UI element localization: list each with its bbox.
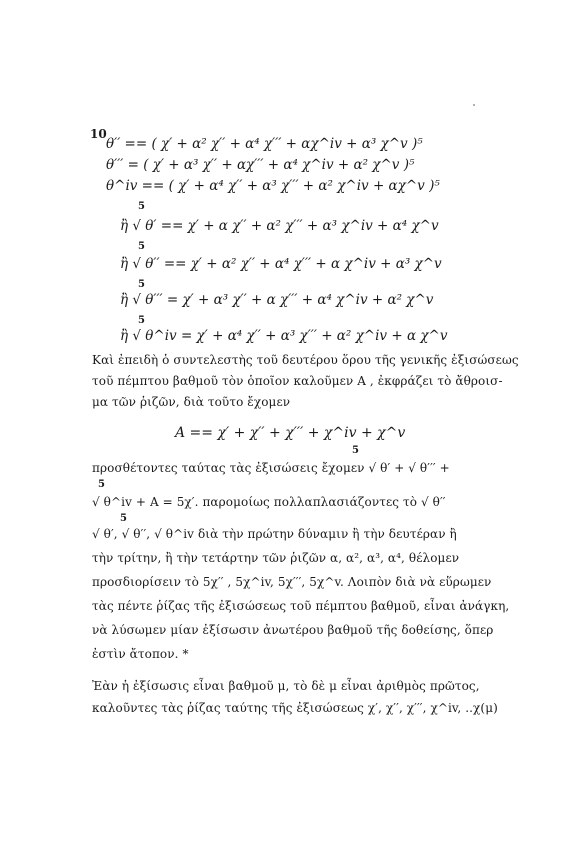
root-index: 5 xyxy=(138,279,145,290)
equation-root-2: ἢ √ θ′′ == χ′ + α² χ′′ + α⁴ χ′′′ + α χ^iv + α³ χ^v xyxy=(120,256,442,272)
equation-root-1: ἢ √ θ′ == χ′ + α χ′′ + α² χ′′′ + α³ χ^iv + α⁴ χ^v xyxy=(120,218,439,234)
text-line: Ἐὰν ἡ ἐξίσωσις εἶναι βαθμοῦ μ, τὸ δὲ μ εἶναι ἀριθμὸς πρῶτος, xyxy=(92,679,480,693)
text-line: √ θ^iv + A = 5χ′. παρομοίως πολλαπλασιάζοντες τὸ √ θ′′ xyxy=(92,495,446,509)
page-number: 10 xyxy=(90,127,107,141)
root-index: 5 xyxy=(352,445,359,456)
equation-root-4: ἢ √ θ^iv = χ′ + α⁴ χ′′ + α³ χ′′′ + α² χ^iv + α χ^v xyxy=(120,328,448,344)
root-index: 5 xyxy=(138,315,145,326)
text-line: Καὶ ἐπειδὴ ὁ συντελεστὴς τοῦ δευτέρου ὅρου τῆς γενικῆς ἐξισώσεως xyxy=(92,353,519,367)
text-line: μα τῶν ῥιζῶν, διὰ τοῦτο ἔχομεν xyxy=(92,395,291,409)
root-index: 5 xyxy=(138,201,145,212)
root-index: 5 xyxy=(138,241,145,252)
root-index: 5 xyxy=(98,479,105,490)
text-line: τὴν τρίτην, ἢ τὴν τετάρτην τῶν ῥιζῶν α, α², α³, α⁴, θέλομεν xyxy=(92,551,460,565)
root-index: 5 xyxy=(120,513,127,524)
text-line: νὰ λύσωμεν μίαν ἐξίσωσιν ἀνωτέρου βαθμοῦ τῆς δοθείσης, ὅπερ xyxy=(92,623,494,637)
paper-speck xyxy=(473,104,475,106)
equation-theta-3: θ′′′ = ( χ′ + α³ χ′′ + αχ′′′ + α⁴ χ^iv + α² χ^v )⁵ xyxy=(106,157,415,173)
text-line: ἐστὶν ἄτοπον. * xyxy=(92,647,189,661)
equation-theta-2: θ′′ == ( χ′ + α² χ′′ + α⁴ χ′′′ + αχ^iv + α³ χ^v )⁵ xyxy=(106,136,423,152)
text-line: τοῦ πέμπτου βαθμοῦ τὸν ὁποῖον καλοῦμεν A , ἐκφράζει τὸ ἄθροισ- xyxy=(92,374,503,388)
text-line: τὰς πέντε ῥίζας τῆς ἐξισώσεως τοῦ πέμπτου βαθμοῦ, εἶναι ἀνάγκη, xyxy=(92,599,510,613)
equation-theta-4: θ^iv == ( χ′ + α⁴ χ′′ + α³ χ′′′ + α² χ^iv + αχ^v )⁵ xyxy=(106,178,440,194)
text-line: καλοῦντες τὰς ῥίζας ταύτης τῆς ἐξισώσεως χ′, χ′′, χ′′′, χ^iv, ..χ(μ) xyxy=(92,701,498,715)
sum-equation: A == χ′ + χ′′ + χ′′′ + χ^iv + χ^v xyxy=(175,425,406,441)
text-line: προσθέτοντες ταύτας τὰς ἐξισώσεις ἔχομεν √ θ′ + √ θ′′′ + xyxy=(92,461,450,475)
text-line: √ θ′, √ θ′′, √ θ^iv διὰ τὴν πρώτην δύναμιν ἢ τὴν δευτέραν ἢ xyxy=(92,527,457,541)
equation-root-3: ἢ √ θ′′′ = χ′ + α³ χ′′ + α χ′′′ + α⁴ χ^iv + α² χ^v xyxy=(120,292,434,308)
text-line: προσδιορίσειν τὸ 5χ′′ , 5χ^iv, 5χ′′′, 5χ^v. Λοιπὸν διὰ νὰ εὕρωμεν xyxy=(92,575,492,589)
